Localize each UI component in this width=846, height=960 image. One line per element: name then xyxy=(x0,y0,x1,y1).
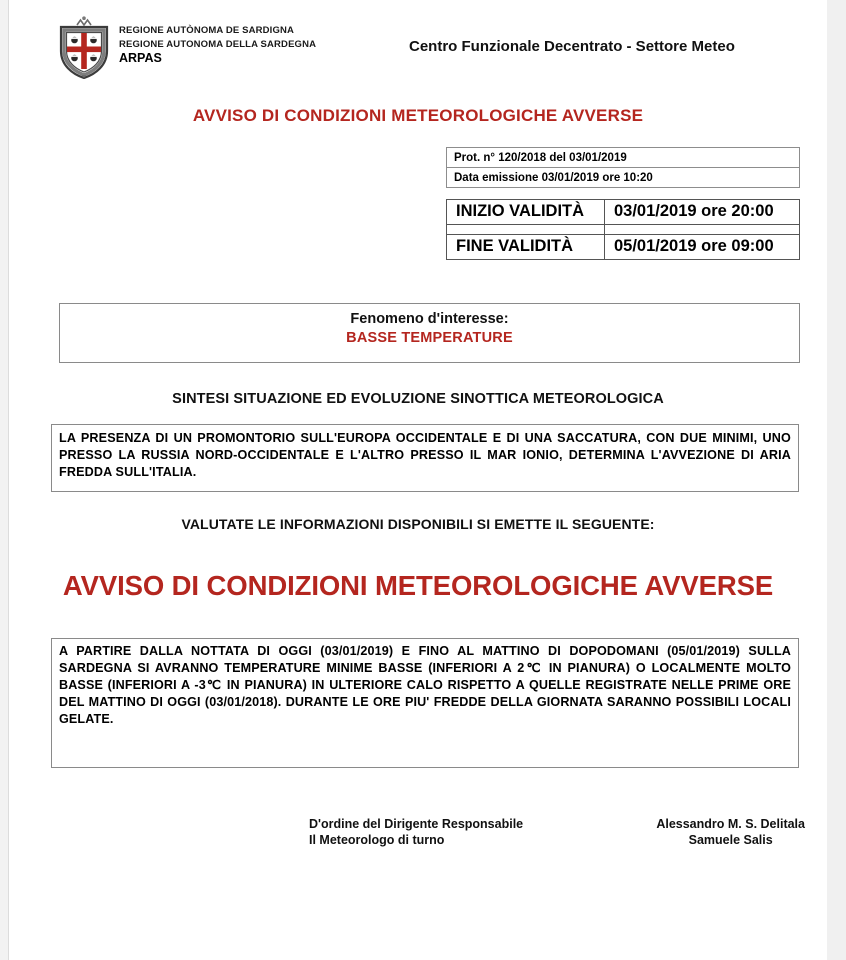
signature-name-2: Samuele Salis xyxy=(688,833,773,847)
signature-role xyxy=(309,816,523,848)
signature-block xyxy=(309,816,809,848)
document-header xyxy=(9,10,827,78)
validity-end-value: 05/01/2019 ore 09:00 xyxy=(605,235,800,260)
validity-start-value: 03/01/2019 ore 20:00 xyxy=(605,200,800,225)
document-page xyxy=(8,0,828,960)
alert-headline-top: AVVISO DI CONDIZIONI METEOROLOGICHE AVVERSE xyxy=(192,106,644,125)
org-name-sardinian: REGIONE AUTÒNOMA DE SARDIGNA xyxy=(119,25,295,36)
phenomenon-box xyxy=(59,303,800,363)
header-office-title: Centro Funzionale Decentrato - Settore Meteo xyxy=(409,38,735,55)
alert-headline-main: AVVISO DI CONDIZIONI METEOROLOGICHE AVVERSE xyxy=(62,570,774,601)
protocol-table xyxy=(446,147,800,188)
synthesis-box xyxy=(51,424,799,492)
table-row-spacer xyxy=(447,225,800,235)
spacer-cell-right xyxy=(605,225,800,235)
alert-body-box xyxy=(51,638,799,768)
phenomenon-label: Fenomeno d'interesse: xyxy=(350,311,509,327)
org-name-italian: REGIONE AUTONOMA DELLA SARDEGNA xyxy=(119,38,317,50)
signature-names xyxy=(656,816,805,848)
table-row xyxy=(447,168,800,188)
table-row xyxy=(447,148,800,168)
validity-end-label: FINE VALIDITÀ xyxy=(447,235,605,260)
validity-table xyxy=(446,199,800,260)
signature-role-line-2: Il Meteorologo di turno xyxy=(309,833,445,847)
phenomenon-value: BASSE TEMPERATURE xyxy=(346,330,513,346)
synthesis-heading: SINTESI SITUAZIONE ED EVOLUZIONE SINOTTICA METEOROLOGICA xyxy=(172,391,664,407)
assessment-intro: VALUTATE LE INFORMAZIONI DISPONIBILI SI EMETTE IL SEGUENTE: xyxy=(181,516,655,532)
org-acronym: ARPAS xyxy=(119,51,162,65)
spacer-cell-left xyxy=(447,225,605,235)
signature-role-line-1: D'ordine del Dirigente Responsabile xyxy=(309,817,524,831)
validity-start-label: INIZIO VALIDITÀ xyxy=(447,200,605,225)
alert-body-text: A PARTIRE DALLA NOTTATA DI OGGI (03/01/2019) E FINO AL MATTINO DI DOPODOMANI (05/01/2019) SULLA SARDEGNA SI AVRANNO TEMPERATURE MINIME BASSE (INFERIORI A 2℃ IN PIANURA) O LOCALMENTE MOLTO BASSE (INFERIORI A -3℃ IN PIANURA) IN ULTERIORE CALO RISPETTO A QUELLE REGISTRATE NELLE PRIME ORE DEL MATTINO DI OGGI (03/01/2018). DURANTE LE ORE PIU' FREDDE DELLA GIORNATA SARANNO POSSIBILI LOCALI GELATE. xyxy=(59,644,791,726)
issue-date-cell: Data emissione 03/01/2019 ore 10:20 xyxy=(447,168,800,188)
synthesis-text: LA PRESENZA DI UN PROMONTORIO SULL'EUROPA OCCIDENTALE E DI UNA SACCATURA, CON DUE MINIMI, UNO PRESSO LA RUSSIA NORD-OCCIDENTALE E L'ALTRO PRESSO IL MAR IONIO, DETERMINA L'AVVEZIONE DI ARIA FREDDA SULL'ITALIA. xyxy=(59,431,791,479)
table-row xyxy=(447,200,800,225)
table-row xyxy=(447,235,800,260)
signature-name-1: Alessandro M. S. Delitala xyxy=(656,817,805,831)
sardinia-coat-of-arms-icon xyxy=(53,15,115,79)
protocol-number-cell: Prot. n° 120/2018 del 03/01/2019 xyxy=(447,148,800,168)
organization-block xyxy=(119,24,316,66)
page-right-margin xyxy=(827,0,846,960)
